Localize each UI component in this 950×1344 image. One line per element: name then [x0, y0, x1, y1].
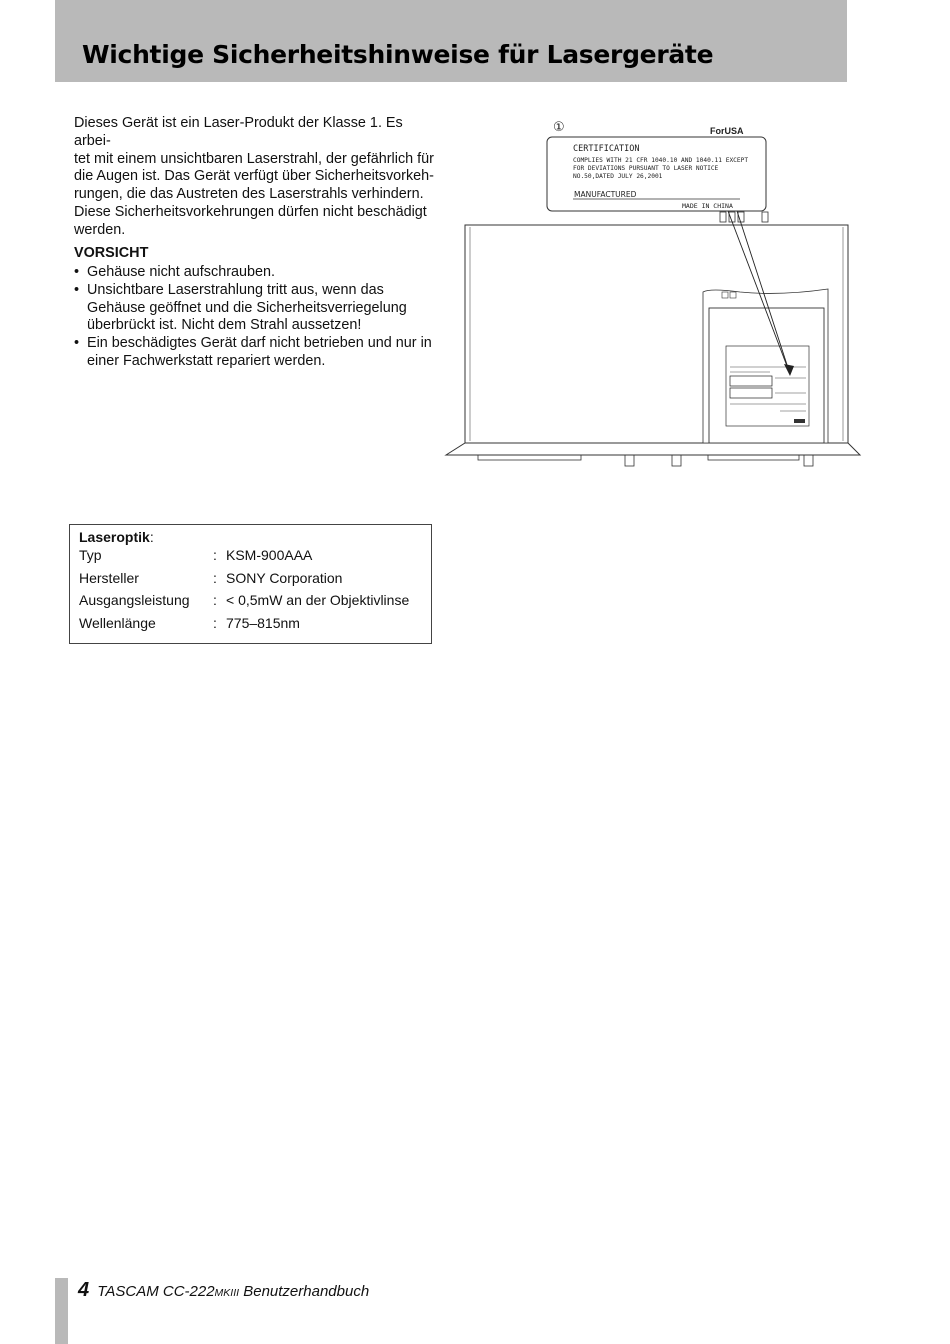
device-foot: [708, 455, 799, 460]
plate-mark: [794, 419, 805, 423]
page-footer: [78, 1279, 369, 1302]
spec-value: 775–815nm: [226, 614, 300, 631]
spec-separator: :: [213, 547, 217, 563]
intro-line: Diese Sicherheitsvorkehrungen dürfen nicht beschädigt: [74, 203, 427, 220]
caution-item: • Unsichtbare Laserstrahlung tritt aus, wenn das Gehäuse geöffnet und die Sicherheitsverriegelung überbrückt ist. Nicht dem Strahl aussetzen!: [74, 282, 436, 335]
spec-value: KSM-900AAA: [226, 547, 313, 563]
intro-line: die Augen ist. Das Gerät verfügt über Sicherheitsvorkeh-: [74, 168, 434, 185]
intro-line: werden.: [74, 221, 126, 238]
device-foot: [478, 455, 581, 460]
spec-key: Typ: [79, 547, 102, 563]
spec-row: [79, 547, 409, 570]
spec-value: SONY Corporation: [226, 569, 343, 586]
caution-item: • Gehäuse nicht aufschrauben.: [74, 264, 436, 282]
laser-optics-box: [69, 524, 432, 644]
spec-separator: :: [213, 614, 217, 631]
footer-model: TASCAM CC-222MKIII: [97, 1283, 240, 1300]
intro-paragraph: [74, 115, 436, 240]
cert-line: FOR DEVIATIONS PURSUANT TO LASER NOTICE: [573, 165, 719, 172]
page-title: Wichtige Sicherheitshinweise für Lasergeräte: [82, 40, 714, 69]
origin-label: MADE IN CHINA: [682, 202, 733, 210]
spec-key: Ausgangsleistung: [79, 592, 190, 608]
spec-row: [79, 570, 409, 593]
device-jack: [625, 455, 634, 466]
caution-list: [74, 264, 436, 371]
device-jack: [804, 455, 813, 466]
cert-line: NO.50,DATED JULY 26,2001: [573, 173, 663, 180]
rear-connector: [762, 212, 768, 222]
spec-separator: :: [213, 569, 217, 586]
rear-connector: [720, 212, 726, 222]
device-jack: [672, 455, 681, 466]
spec-key: Wellenlänge: [79, 614, 156, 631]
spec-value: < 0,5mW an der Objektivlinse: [226, 592, 410, 608]
device-base: [446, 443, 860, 455]
page-number: 4: [78, 1279, 90, 1301]
cert-line: COMPLIES WITH 21 CFR 1040.10 AND 1040.11 EXCEPT: [573, 157, 749, 164]
device-label-diagram: [440, 112, 865, 472]
spec-row: [79, 592, 409, 615]
caution-item: • Ein beschädigtes Gerät darf nicht betrieben und nur in einer Fachwerkstatt repariert werden.: [74, 335, 436, 371]
spec-row: [79, 615, 409, 638]
callout-number: ①: [553, 120, 565, 135]
footer-bar: [55, 1278, 68, 1344]
spec-key: Hersteller: [79, 569, 139, 586]
caution-heading: VORSICHT: [74, 245, 149, 261]
laser-optics-title: Laseroptik:: [79, 529, 154, 545]
certification-title: CERTIFICATION: [573, 144, 640, 154]
laser-optics-table: [79, 547, 409, 637]
manufactured-label: MANUFACTURED: [574, 190, 637, 199]
spec-separator: :: [213, 592, 217, 608]
intro-line: tet mit einem unsichtbaren Laserstrahl, der gefährlich für: [74, 150, 434, 167]
intro-line: Dieses Gerät ist ein Laser-Produkt der Klasse 1. Es arbei-: [74, 115, 403, 149]
footer-manual-label: Benutzerhandbuch: [243, 1283, 370, 1300]
intro-line: rungen, die das Austreten des Laserstrahls verhindern.: [74, 186, 424, 203]
region-label: ForUSA: [710, 126, 744, 136]
